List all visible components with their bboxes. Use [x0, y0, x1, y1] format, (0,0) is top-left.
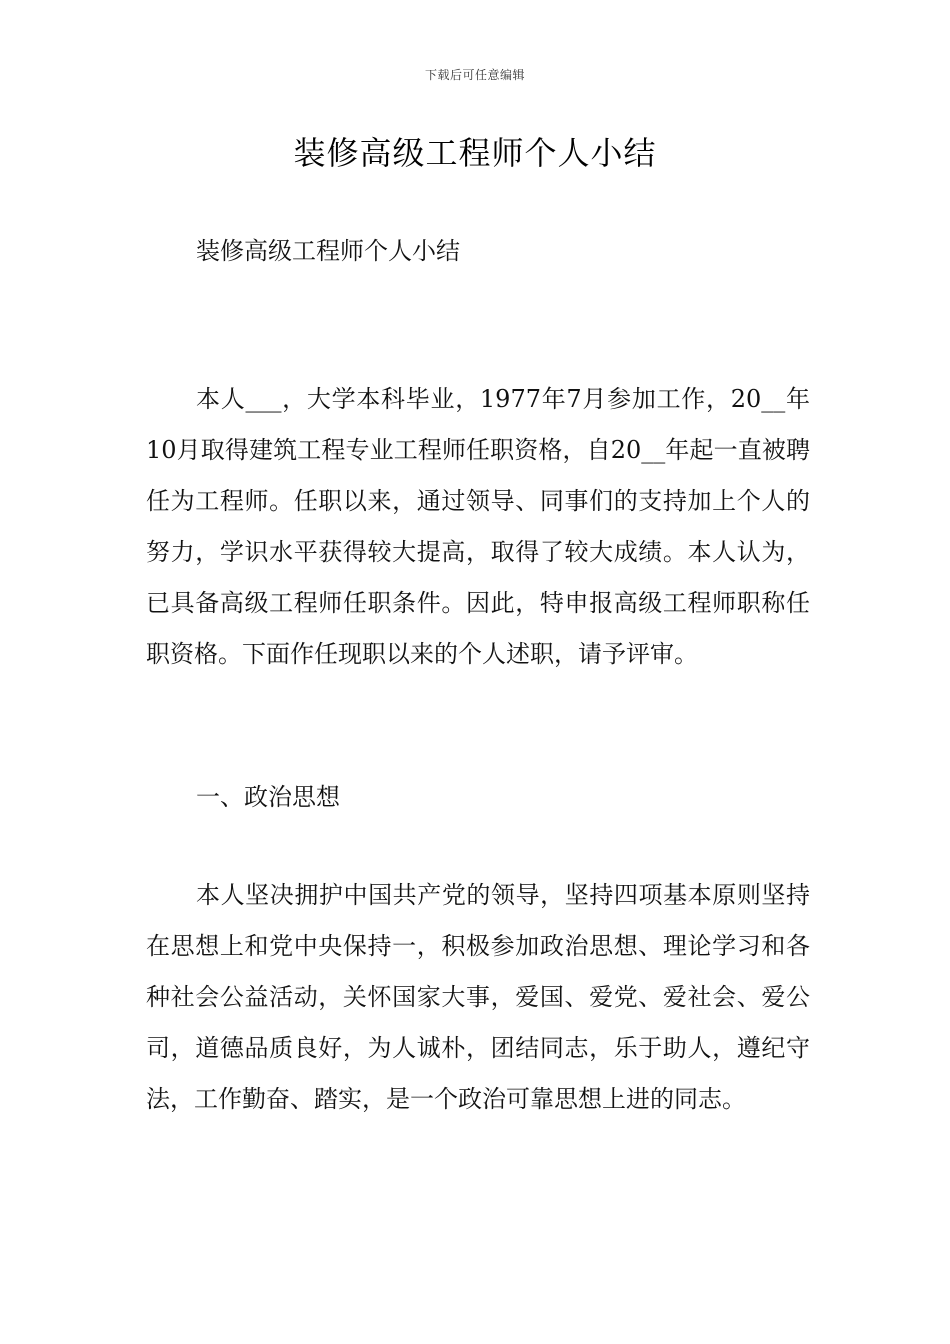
header-note: 下载后可任意编辑: [424, 68, 525, 82]
document-title: 装修高级工程师个人小结: [293, 134, 657, 172]
section-heading-politics: 一、政治思想: [196, 783, 340, 811]
paragraph-intro: 本人___，大学本科毕业，1977年7月参加工作，20__年10月取得建筑工程专业工程师任职资格，自20__年起一直被聘任为工程师。任职以来，通过领导、同事们的支持加上个人的努力，学识水平获得较大提高，取得了较大成绩。本人认为，已具备高级工程师任职条件。因此，特申报高级工程师职称任职资格。下面作任现职以来的个人述职，请予评审。: [146, 385, 810, 668]
paragraph-politics: 本人坚决拥护中国共产党的领导，坚持四项基本原则坚持在思想上和党中央保持一，积极参加政治思想、理论学习和各种社会公益活动，关怀国家大事，爱国、爱党、爱社会、爱公司，道德品质良好，为人诚朴，团结同志，乐于助人，遵纪守法，工作勤奋、踏实，是一个政治可靠思想上进的同志。: [146, 881, 810, 1113]
document-subtitle: 装修高级工程师个人小结: [196, 237, 460, 265]
